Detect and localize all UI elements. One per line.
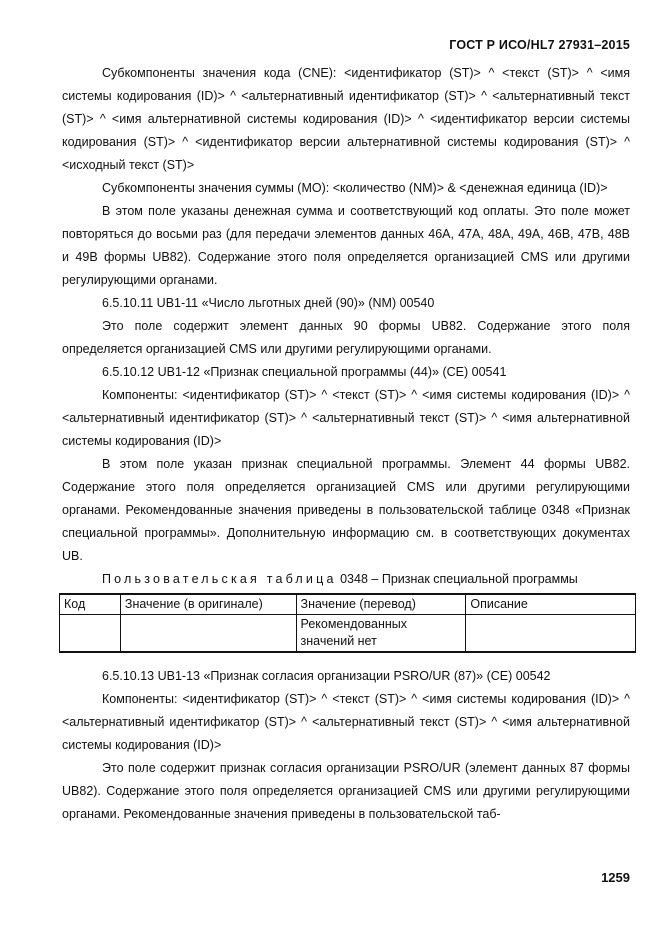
table-header-code: Код bbox=[60, 594, 121, 615]
paragraph-ub1-12-description: В этом поле указан признак специальной программы. Элемент 44 формы UB82. Содержание этого поля определяется организацией CMS или другими регулирующими органами. Рекомендованные значения приведены в пользовательской таблице 0348 «Признак специальной программы». Дополнительную информацию см. в соответствующих документах UB. bbox=[62, 457, 630, 563]
document-header: ГОСТ Р ИСО/HL7 27931–2015 bbox=[449, 38, 630, 52]
table-caption-label: Пользовательская таблица bbox=[102, 572, 337, 586]
paragraph-ub1-12-components: Компоненты: <идентификатор (ST)> ^ <текст (ST)> ^ <имя системы кодирования (ID)> ^ <альтернативный идентификатор (ST)> ^ <альтернативный текст (ST)> ^ <имя альтернативной системы кодирования (ID)> bbox=[62, 388, 630, 448]
paragraph-ub1-13-description: Это поле содержит признак согласия организации PSRO/UR (элемент данных 87 формы UB82). Содержание этого поля определяется организацией CMS или другими регулирующими органами. Рекомендованные значения приведены в пользовательской таб- bbox=[62, 761, 630, 821]
section-heading-ub1-11: 6.5.10.11 UB1-11 «Число льготных дней (90)» (NM) 00540 bbox=[102, 296, 435, 310]
page-content bbox=[62, 62, 630, 826]
table-caption-dash: – bbox=[371, 572, 379, 586]
paragraph-mo-subcomponents: Субкомпоненты значения суммы (MO): <количество (NM)> & <денежная единица (ID)> bbox=[102, 181, 608, 195]
paragraph-ub1-11-description: Это поле содержит элемент данных 90 формы UB82. Содержание этого поля определяется организацией CMS или другими регулирующими органами. bbox=[62, 319, 630, 356]
table-header-row bbox=[60, 594, 636, 615]
page-number: 1259 bbox=[601, 870, 630, 885]
table-cell-description bbox=[466, 615, 636, 653]
paragraph-ub1-13-components: Компоненты: <идентификатор (ST)> ^ <текст (ST)> ^ <имя системы кодирования (ID)> ^ <альтернативный идентификатор (ST)> ^ <альтернативный текст (ST)> ^ <имя альтернативной системы кодирования (ID)> bbox=[62, 692, 630, 752]
table-header-description: Описание bbox=[466, 594, 636, 615]
table-cell-original-value bbox=[120, 615, 296, 653]
table-header-original-value: Значение (в оригинале) bbox=[120, 594, 296, 615]
table-header-translated-value: Значение (перевод) bbox=[296, 594, 466, 615]
user-table-0348 bbox=[59, 593, 636, 653]
table-caption bbox=[62, 568, 630, 591]
table-row bbox=[60, 615, 636, 653]
section-heading-ub1-13: 6.5.10.13 UB1-13 «Признак согласия организации PSRO/UR (87)» (CE) 00542 bbox=[102, 669, 551, 683]
paragraph-amount-description: В этом поле указаны денежная сумма и соответствующий код оплаты. Это поле может повторяться до восьми раз (для передачи элементов данных 46A, 47A, 48A, 49A, 46B, 47B, 48B и 49B формы UB82). Содержание этого поля определяется организацией CMS или другими регулирующими органами. bbox=[62, 204, 630, 287]
table-cell-translated-value: Рекомендованных значений нет bbox=[296, 615, 466, 653]
table-caption-title: Признак специальной программы bbox=[381, 572, 578, 586]
paragraph-cne-subcomponents: Субкомпоненты значения кода (CNE): <идентификатор (ST)> ^ <текст (ST)> ^ <имя системы кодирования (ID)> ^ <альтернативный идентификатор (ST)> ^ <альтернативный текст (ST)> ^ <имя альтернативной системы кодирования (ID)> ^ <идентификатор версии системы кодирования (ST)> ^ <идентификатор версии альтернативной системы кодирования (ST)> ^ <исходный текст (ST)> bbox=[62, 66, 630, 172]
table-caption-number: 0348 bbox=[340, 572, 368, 586]
table-cell-code bbox=[60, 615, 121, 653]
section-heading-ub1-12: 6.5.10.12 UB1-12 «Признак специальной программы (44)» (CE) 00541 bbox=[102, 365, 507, 379]
